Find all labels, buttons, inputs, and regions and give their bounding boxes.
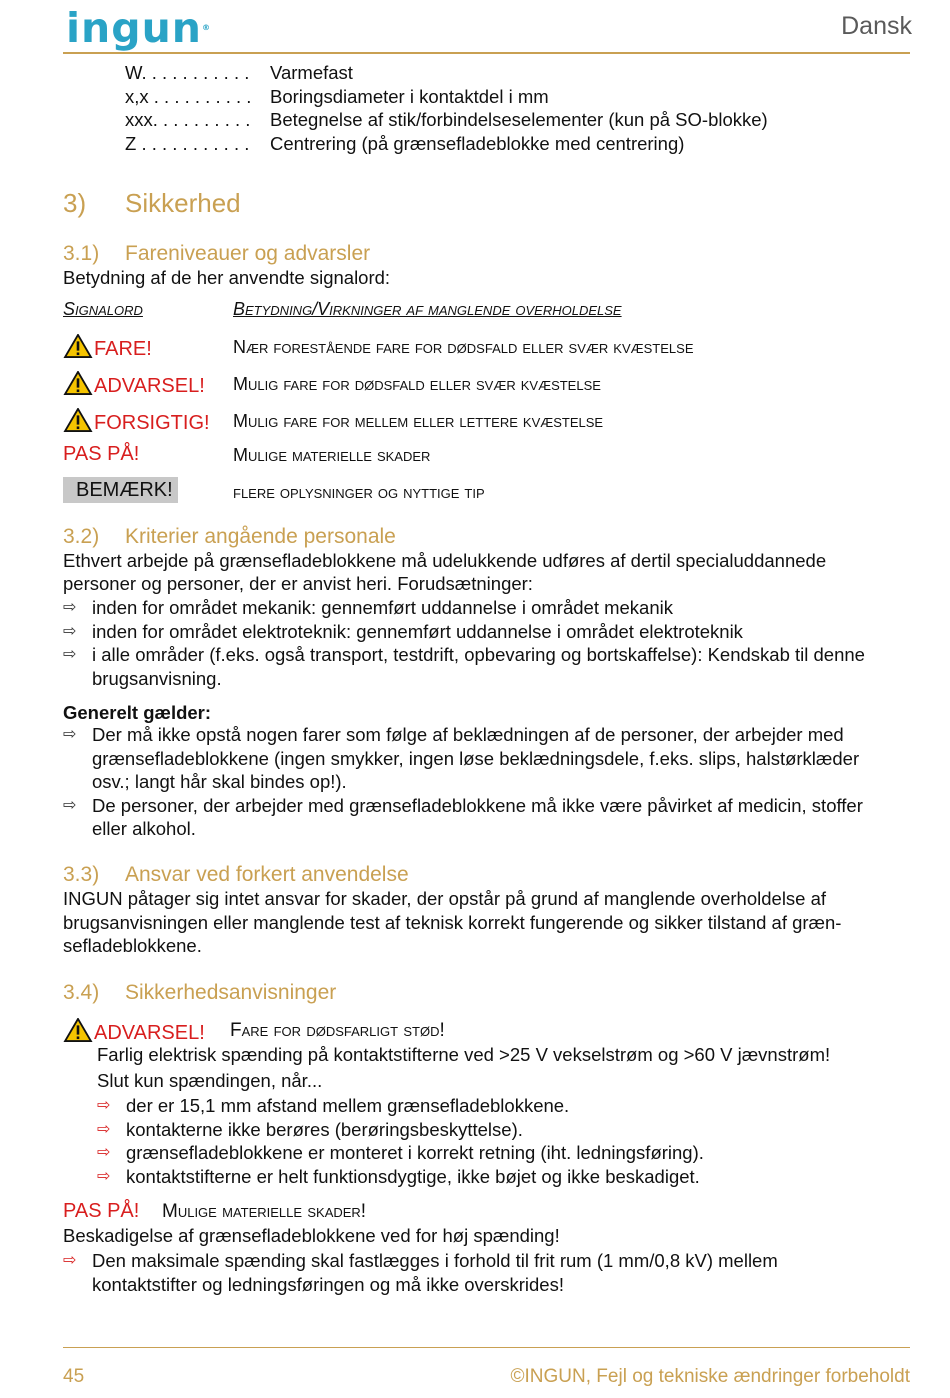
signal-word-danger [63, 334, 152, 364]
signal-word-description: Mulig fare for mellem eller lettere kvæstelse [233, 411, 604, 431]
list-item-text: grænsefladeblokkene (ingen smykker, ingen løse beklædningsdele, f.eks. slips, halstørklæder [92, 748, 860, 769]
section-heading-safety [63, 188, 241, 218]
subsection-number: 3.3) [63, 863, 100, 886]
abbreviation-value: Centrering (på grænsefladeblokke med centrering) [270, 133, 685, 154]
paragraph: Slut kun spændingen, når... [97, 1070, 323, 1091]
list-item-text: inden for området elektroteknik: gennemført uddannelse i området elektroteknik [92, 621, 743, 642]
list-item-text: osv.; langt hår skal bindes op!). [92, 771, 347, 792]
section-title: Sikkerhed [125, 188, 241, 218]
notice-headline: Mulige materielle skader! [162, 1201, 367, 1222]
arrow-right-icon: ⇨ [63, 1252, 77, 1269]
list-item-text: i alle områder (f.eks. også transport, testdrift, opbevaring og bortskaffelse): Kendskab til denne [92, 644, 865, 665]
ingun-logo [66, 6, 211, 50]
signal-word-notice: PAS PÅ! [63, 443, 140, 465]
paragraph: personer og personer, der er anvist heri. Forudsætninger: [63, 573, 533, 594]
list-item [63, 1249, 913, 1273]
list-item [63, 596, 913, 620]
warning-triangle-icon [63, 408, 93, 438]
list-item [97, 1165, 907, 1189]
abbreviation-value: Betegnelse af stik/forbindelseselementer (kun på SO-blokke) [270, 109, 768, 130]
warning-triangle-icon [63, 1018, 93, 1048]
footer-divider [63, 1347, 910, 1348]
list-item [97, 1118, 907, 1142]
list-item-text: kontaktstifterne er helt funktionsdygtige, ikke bøjet og ikke beskadiget. [126, 1166, 700, 1187]
subsection-title: Sikkerhedsanvisninger [125, 981, 337, 1004]
abbreviation-row [125, 61, 353, 85]
abbreviation-row [125, 108, 768, 132]
arrow-right-icon: ⇨ [97, 1144, 111, 1161]
list-item-continuation [63, 747, 913, 771]
list-item-continuation [63, 770, 913, 794]
list-item [63, 643, 913, 667]
warning-triangle-icon [63, 334, 93, 364]
header-divider [63, 52, 910, 54]
list-item-text: grænsefladeblokkene er monteret i korrekt retning (iht. ledningsføring). [126, 1142, 704, 1163]
list-item-text: De personer, der arbejder med grænsefladeblokkene må ikke være påvirket af medicin, stoffer [92, 795, 863, 816]
arrow-right-icon: ⇨ [63, 797, 77, 814]
paragraph: Beskadigelse af grænsefladeblokkene ved for høj spænding! [63, 1225, 560, 1246]
warning-triangle-icon [63, 371, 93, 401]
arrow-right-icon: ⇨ [97, 1097, 111, 1114]
general-heading: Generelt gælder: [63, 702, 212, 723]
arrow-right-icon: ⇨ [97, 1168, 111, 1185]
subsection-number: 3.4) [63, 981, 100, 1004]
subsection-heading-3-4 [63, 981, 336, 1005]
subsection-number: 3.1) [63, 242, 100, 265]
arrow-right-icon: ⇨ [63, 599, 77, 616]
abbreviation-key: xxx. . . . . . . . . . [125, 109, 251, 130]
language-label: Dansk [841, 12, 912, 40]
signal-word-description: Mulig fare for dødsfald eller svær kvæstelse [233, 374, 601, 394]
list-item [63, 620, 913, 644]
arrow-right-icon: ⇨ [63, 646, 77, 663]
list-item-continuation [63, 1273, 913, 1297]
list-item-continuation [63, 817, 913, 841]
signal-word-description: flere oplysninger og nyttige tip [233, 482, 485, 502]
list-item [97, 1094, 907, 1118]
list-item [63, 794, 913, 818]
signal-word-warning [63, 371, 205, 401]
column-header-meaning: Betydning/Virkninger af manglende overholdelse [233, 299, 622, 319]
list-item-text: kontaktstifter og ledningsføringen og må ikke overskrides! [92, 1274, 564, 1295]
paragraph: sefladeblokkene. [63, 935, 202, 956]
column-header-signal-word: Signalord [63, 299, 143, 319]
copyright-notice: ©INGUN, Fejl og tekniske ændringer forbeholdt [510, 1366, 910, 1387]
paragraph: brugsanvisningen eller manglende test af teknisk korrekt fungerende og sikker tilstand af græn- [63, 912, 842, 933]
list-item-text: brugsanvisning. [92, 668, 222, 689]
abbreviation-key: W. . . . . . . . . . . [125, 62, 250, 83]
signal-word-note [63, 477, 178, 503]
warning-headline: Fare for dødsfarligt stød! [230, 1020, 445, 1041]
logo-trademark: ® [201, 23, 211, 32]
list-item-text: Den maksimale spænding skal fastlægges i forhold til frit rum (1 mm/0,8 kV) mellem [92, 1250, 778, 1271]
paragraph: INGUN påtager sig intet ansvar for skader, der opstår på grund af manglende overholdelse af [63, 888, 827, 909]
list-item-text: inden for området mekanik: gennemført uddannelse i området mekanik [92, 597, 673, 618]
list-item-text: der er 15,1 mm afstand mellem grænsefladeblokkene. [126, 1095, 570, 1116]
abbreviation-row [125, 85, 549, 109]
section-number: 3) [63, 188, 87, 218]
arrow-right-icon: ⇨ [63, 623, 77, 640]
signal-word-notice: PAS PÅ! [63, 1200, 140, 1222]
arrow-right-icon: ⇨ [63, 726, 77, 743]
abbreviation-value: Boringsdiameter i kontaktdel i mm [270, 86, 549, 107]
subsection-title: Kriterier angående personale [125, 525, 396, 548]
paragraph: Farlig elektrisk spænding på kontaktstifterne ved >25 V vekselstrøm og >60 V jævnstrøm! [97, 1044, 831, 1065]
list-item [97, 1141, 907, 1165]
abbreviation-value: Varmefast [270, 62, 353, 83]
subsection-number: 3.2) [63, 525, 100, 548]
abbreviation-row [125, 132, 684, 156]
subsection-title: Fareniveauer og advarsler [125, 242, 371, 265]
signal-word-label: FORSIGTIG! [94, 412, 210, 434]
subsection-title: Ansvar ved forkert anvendelse [125, 863, 409, 886]
paragraph: Ethvert arbejde på grænsefladeblokkene må udelukkende udføres af dertil specialuddannede [63, 550, 827, 571]
list-item-continuation [63, 667, 913, 691]
arrow-right-icon: ⇨ [97, 1121, 111, 1138]
list-item-text: kontakterne ikke berøres (berøringsbeskyttelse). [126, 1119, 523, 1140]
signal-word-caution [63, 408, 210, 438]
subsection-heading-3-3 [63, 863, 409, 887]
signal-word-label: FARE! [94, 338, 152, 360]
subsection-heading-3-1 [63, 242, 370, 266]
page-number: 45 [63, 1366, 85, 1387]
subsection-heading-3-2 [63, 525, 396, 549]
list-item-text: Der må ikke opstå nogen farer som følge af beklædningen af de personer, der arbejder med [92, 724, 844, 745]
abbreviation-key: x,x . . . . . . . . . . [125, 86, 252, 107]
list-item-text: eller alkohol. [92, 818, 196, 839]
logo-text: ingun [66, 4, 202, 52]
signal-word-description: Nær forestående fare for dødsfald eller svær kvæstelse [233, 337, 694, 357]
paragraph: Betydning af de her anvendte signalord: [63, 267, 391, 288]
note-badge: BEMÆRK! [63, 477, 178, 503]
signal-word-label: ADVARSEL! [94, 375, 205, 397]
abbreviation-key: Z . . . . . . . . . . . [125, 133, 250, 154]
signal-word-label: ADVARSEL! [94, 1022, 205, 1044]
signal-word-description: Mulige materielle skader [233, 445, 431, 465]
list-item [63, 723, 913, 747]
